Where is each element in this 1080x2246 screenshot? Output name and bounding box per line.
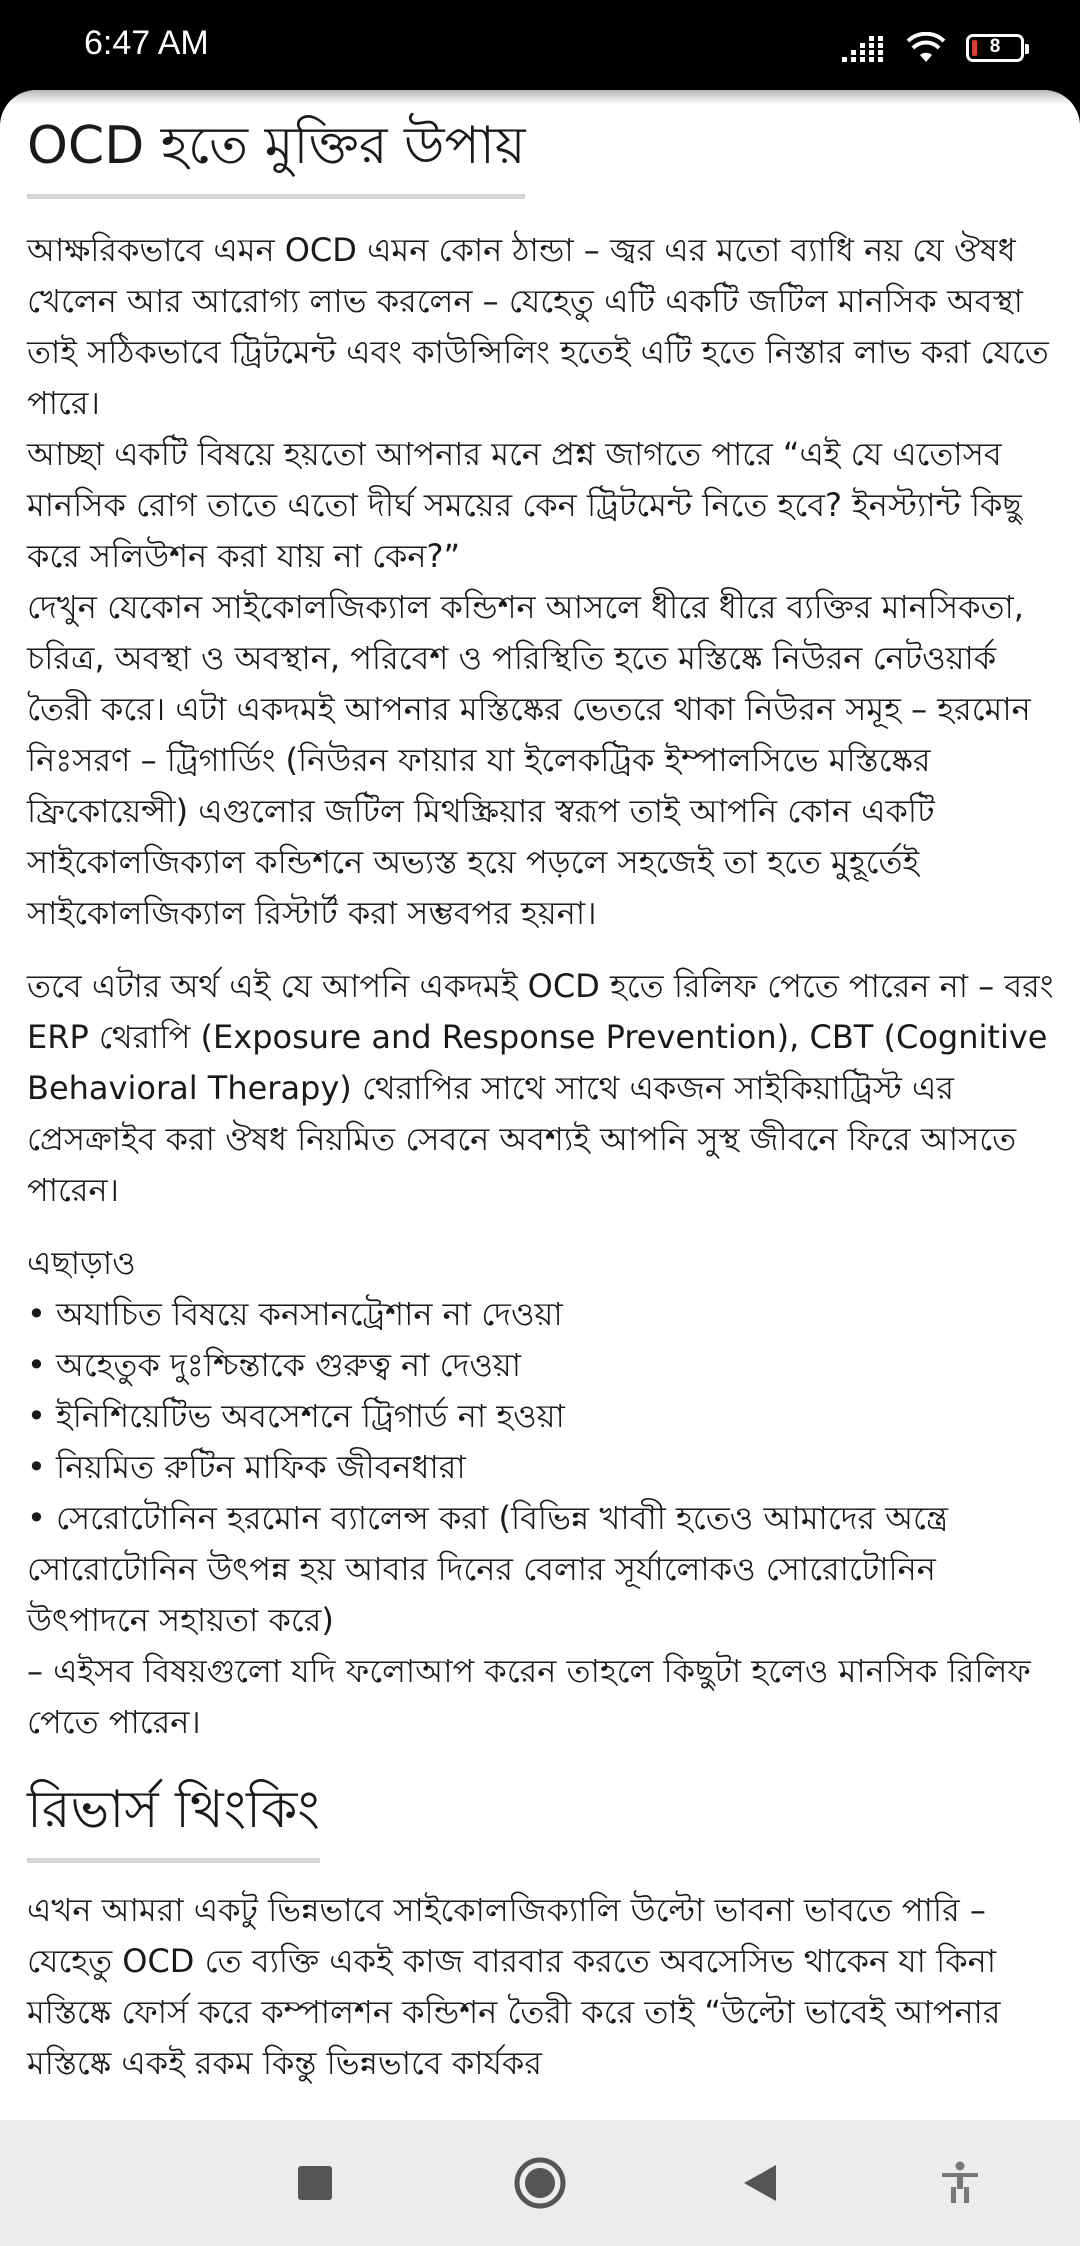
recents-button[interactable] bbox=[280, 2148, 350, 2218]
article-content bbox=[27, 110, 1057, 2089]
back-button[interactable] bbox=[725, 2148, 795, 2218]
navigation-bar bbox=[0, 2120, 1080, 2246]
paragraph-intro: আক্ষরিকভাবে এমন OCD এমন কোন ঠান্ডা – জ্বর এর মতো ব্যাধি নয় যে ঔষধ খেলেন আর আরোগ্য লাভ করলেন – যেহেতু এটি একটি জটিল মানসিক অবস্থা তাই সঠিকভাবে ট্রিটমেন্ট এবং কাউন্সিলিং হতেই এটি হতে নিস্তার লাভ করা যেতে পারে। আচ্ছা একটি বিষয়ে হয়তো আপনার মনে প্রশ্ন জাগতে পারে “এই যে এতোসব মানসিক রোগ তাতে এতো দীর্ঘ সময়ের কেন ট্রিটমেন্ট নিতে হবে? ইনস্ট্যান্ট কিছু করে সলিউশন করা যায় না কেন?” দেখুন যেকোন সাইকোলজিক্যাল কন্ডিশন আসলে ধীরে ধীরে ব্যক্তির মানসিকতা, চরিত্র, অবস্থা ও অবস্থান, পরিবেশ ও পরিস্থিতি হতে মস্তিষ্কে নিউরন নেটওয়ার্ক তৈরী করে। এটা একদমই আপনার মস্তিষ্কের ভেতরে থাকা নিউরন সমূহ – হরমোন নিঃসরণ – ট্রিগার্ডিং (নিউরন ফায়ার যা ইলেকট্রিক ইম্পালসিভে মস্তিষ্কের ফ্রিকোয়েন্সী) এগুলোর জটিল মিথস্ক্রিয়ার স্বরূপ তাই আপনি কোন একটি সাইকোলজিক্যাল কন্ডিশনে অভ্যস্ত হয়ে পড়লে সহজেই তা হতে মুহূর্তেই সাইকোলজিক্যাল রিস্টার্ট করা সম্ভবপর হয়না। bbox=[27, 231, 1049, 932]
battery-level: 8 bbox=[989, 36, 1001, 57]
accessibility-icon bbox=[940, 2161, 980, 2205]
home-button[interactable] bbox=[505, 2148, 575, 2218]
paragraph-reverse-thinking: এখন আমরা একটু ভিন্নভাবে সাইকোলজিক্যালি উল্টো ভাবনা ভাবতে পারি – যেহেতু OCD তে ব্যক্তি একই কাজ বারবার করতে অবসেসিভ থাকেন যা কিনা মস্তিষ্কে ফোর্স করে কম্পালশন কন্ডিশন তৈরী করে তাই “উল্টো ভাবেই আপনার মস্তিষ্কে একই রকম কিন্তু ভিন্নভাবে কার্যকর bbox=[27, 1891, 1001, 2082]
battery-icon bbox=[966, 34, 1024, 62]
triangle-back-icon bbox=[742, 2163, 778, 2203]
accessibility-button[interactable] bbox=[925, 2148, 995, 2218]
paragraph-tips-list: এছাড়াও • অযাচিত বিষয়ে কনসানট্রেশান না দেওয়া • অহেতুক দুঃশ্চিন্তাকে গুরুত্ব না দেওয়া • ইনিশিয়েটিভ অবসেশনে ট্রিগার্ড না হওয়া • নিয়মিত রুটিন মাফিক জীবনধারা • সেরোটোনিন হরমোন ব্যালেন্স করা (বিভিন্ন খাবাী হতেও আমাদের অন্ত্রে সোরোটোনিন উৎপন্ন হয় আবার দিনের বেলার সূর্যালোকও সোরোটোনিন উৎপাদনে সহায়তা করে) – এইসব বিষয়গুলো যদি ফলোআপ করেন তাহলে কিছুটা হলেও মানসিক রিলিফ পেতে পারেন। bbox=[27, 1244, 1031, 1741]
article-page[interactable] bbox=[0, 90, 1080, 2120]
heading-ocd-remedy: OCD হতে মুক্তির উপায় bbox=[27, 110, 525, 199]
status-bar bbox=[0, 0, 1080, 92]
wifi-icon bbox=[906, 32, 946, 64]
circle-home-icon bbox=[513, 2156, 567, 2210]
paragraph-therapy: তবে এটার অর্থ এই যে আপনি একদমই OCD হতে রিলিফ পেতে পারেন না – বরং ERP থেরাপি (Exposure and Response Prevention), CBT (Cognitive Behavioral Therapy) থেরাপির সাথে সাথে একজন সাইকিয়াট্রিস্ট এর প্রেসক্রাইব করা ঔষধ নিয়মিত সেবনে অবশ্যই আপনি সুস্থ জীবনে ফিরে আসতে পারেন। bbox=[27, 967, 1054, 1209]
status-time: 6:47 AM bbox=[84, 24, 209, 62]
signal-icon bbox=[842, 33, 886, 63]
square-icon bbox=[297, 2165, 333, 2201]
status-icons bbox=[842, 28, 1024, 68]
heading-reverse-thinking: রিভার্স থিংকিং bbox=[27, 1774, 320, 1863]
